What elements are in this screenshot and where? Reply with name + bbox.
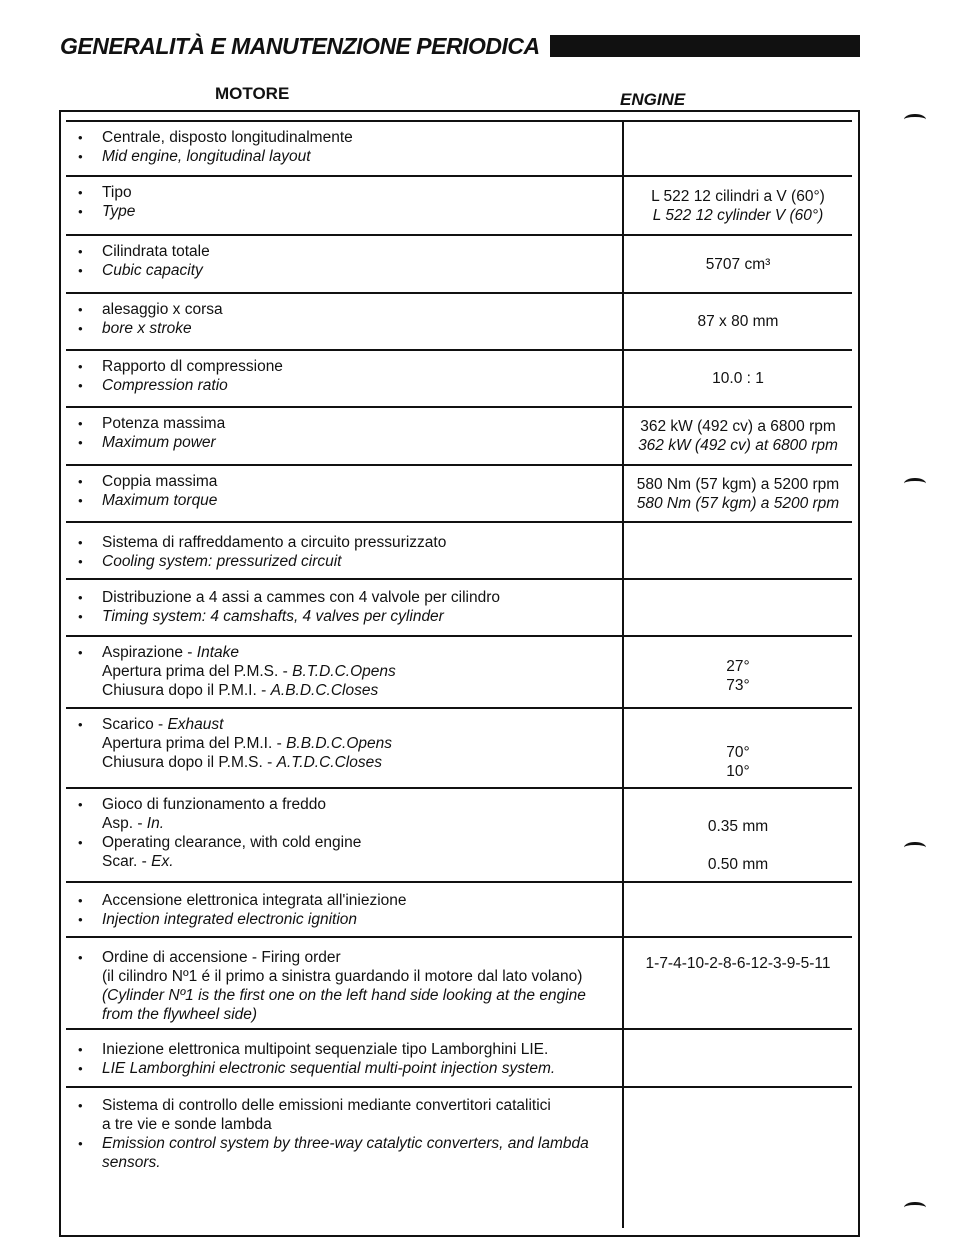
header-bar (550, 35, 860, 57)
table-row (66, 789, 852, 883)
text-it: Chiusura dopo il P.M.I. - (102, 682, 271, 699)
section-title: GENERALITÀ E MANUTENZIONE PERIODICA (60, 32, 540, 59)
text-en: Injection integrated electronic ignition (102, 911, 358, 928)
firing-order-value: 1-7-4-10-2-8-6-12-3-9-5-11 (645, 955, 831, 972)
table-row (66, 351, 852, 408)
text-en: Cooling system: pressurized circuit (102, 553, 342, 570)
text-en: In. (146, 815, 165, 832)
value-it: 362 kW (492 cv) a 6800 rpm (640, 418, 836, 435)
text-it: Iniezione elettronica multipoint sequenziale tipo Lamborghini LIE. (102, 1041, 549, 1058)
value-it: L 522 12 cilindri a V (60°) (651, 187, 825, 205)
row-description: • Tipo • Type (78, 184, 136, 220)
value-intake: 0.35 mm (707, 818, 769, 835)
margin-mark (900, 1196, 930, 1210)
row-description: • Distribuzione a 4 assi a cammes con 4 valvole per cilindro • Timing system: 4 camshafts, 4 valves per cylinder (78, 589, 501, 625)
row-description: • Cilindrata totale • Cubic capacity (78, 243, 210, 279)
text-en: Mid engine, longitudinal layout (102, 148, 311, 165)
margin-mark (900, 472, 930, 486)
text-en: sensors. (102, 1154, 161, 1171)
text-en: A.B.D.C.Closes (270, 682, 379, 699)
page-header (60, 28, 860, 64)
text-en: LIE Lamborghini electronic sequential multi-point injection system. (102, 1060, 556, 1077)
text-en: Maximum torque (102, 492, 218, 509)
row-description: • Rapporto dl compressione • Compression ratio (78, 358, 283, 394)
text-en: Maximum power (102, 434, 216, 451)
text-en: from the flywheel side) (102, 1006, 258, 1023)
table-row (66, 1088, 852, 1228)
text-en: bore x stroke (102, 320, 192, 337)
table-row (66, 408, 852, 466)
text-en: Ex. (151, 853, 174, 870)
table-row (66, 122, 852, 177)
text-it: (il cilindro Nº1 é il primo a sinistra guardando il motore dal lato volano) (102, 968, 583, 985)
row-value (622, 294, 852, 349)
text-it: Apertura prima del P.M.I. - (102, 735, 287, 752)
text-it: Potenza massima (102, 415, 226, 432)
table-row (66, 938, 852, 1030)
margin-mark (900, 836, 930, 850)
row-description: • Aspirazione - Intake Apertura prima del P.M.S. - B.T.D.C.Opens Chiusura dopo il P.M.I. - A.B.D.C.Closes (78, 644, 396, 699)
row-description: • Sistema di raffreddamento a circuito pressurizzato • Cooling system: pressurized circuit (78, 534, 447, 570)
row-value (622, 580, 852, 635)
text-en: Timing system: 4 camshafts, 4 valves per cylinder (102, 608, 444, 625)
text-en: Type (102, 203, 136, 220)
row-description: • alesaggio x corsa • bore x stroke (78, 301, 223, 337)
row-value (622, 122, 852, 175)
table-row (66, 1030, 852, 1088)
value-it: 580 Nm (57 kgm) a 5200 rpm (636, 475, 840, 493)
row-value (622, 709, 852, 787)
value-open: 70° (726, 744, 750, 761)
text-it: Coppia massima (102, 473, 218, 490)
text-it: Scarico - (102, 716, 168, 733)
column-headings (60, 84, 860, 112)
value-close: 73° (726, 677, 750, 694)
text-it: Asp. - (102, 815, 147, 832)
row-value (622, 466, 852, 521)
table-row (66, 294, 852, 351)
table-row (66, 580, 852, 637)
value: 87 x 80 mm (697, 313, 779, 330)
text-it: Cilindrata totale (102, 243, 210, 260)
text-it: Aspirazione - (102, 644, 197, 661)
row-description: • Iniezione elettronica multipoint sequenziale tipo Lamborghini LIE. • LIE Lamborghini electronic sequential multi-point injection system. (78, 1041, 556, 1077)
text-en: Intake (196, 644, 239, 661)
text-it: Apertura prima del P.M.S. - (102, 663, 293, 680)
row-value (622, 523, 852, 578)
text-it: Sistema di raffreddamento a circuito pressurizzato (102, 534, 447, 551)
row-description: • Ordine di accensione - Firing order (il cilindro Nº1 é il primo a sinistra guardando il motore dal lato volano) (Cylinder Nº1 is the first one on the left hand side looking at the engine from the flywheel side) (66, 938, 622, 1028)
row-value (622, 789, 852, 881)
text-it: Distribuzione a 4 assi a cammes con 4 valvole per cilindro (102, 589, 501, 606)
row-value (622, 351, 852, 406)
text-it: Gioco di funzionamento a freddo (102, 796, 327, 813)
table-row (66, 709, 852, 789)
text-it: Centrale, disposto longitudinalmente (102, 129, 353, 146)
text-en: B.T.D.C.Opens (292, 663, 396, 680)
row-value (622, 177, 852, 234)
row-description: • Coppia massima • Maximum torque (78, 473, 218, 509)
heading-english: ENGINE (620, 90, 686, 109)
value-open: 27° (726, 658, 750, 675)
row-value (622, 236, 852, 292)
margin-mark (900, 108, 930, 122)
heading-italian: MOTORE (215, 84, 290, 103)
value: 10.0 : 1 (712, 370, 764, 387)
value-exhaust: 0.50 mm (707, 856, 769, 873)
row-value (622, 938, 852, 1028)
text-it: Sistema di controllo delle emissioni mediante convertitori catalitici (102, 1097, 551, 1114)
text-en: Operating clearance, with cold engine (102, 834, 362, 851)
table-row (66, 236, 852, 294)
row-description: • Potenza massima • Maximum power (78, 415, 226, 451)
value-en: 580 Nm (57 kgm) a 5200 rpm (636, 494, 840, 512)
text-it: Ordine di accensione - Firing order (102, 949, 341, 966)
text-it: Scar. - (102, 853, 152, 870)
table-row (66, 466, 852, 523)
text-it: alesaggio x corsa (102, 301, 223, 318)
text-it: Rapporto dl compressione (102, 358, 283, 375)
table-row (66, 883, 852, 938)
row-value (622, 637, 852, 707)
value: 5707 cm³ (705, 255, 771, 273)
text-en: B.B.D.C.Opens (286, 735, 393, 752)
table-row (66, 177, 852, 236)
text-it: a tre vie e sonde lambda (102, 1116, 272, 1133)
row-description: • Centrale, disposto longitudinalmente • Mid engine, longitudinal layout (78, 129, 353, 165)
row-description: • Scarico - Exhaust Apertura prima del P.M.I. - B.B.D.C.Opens Chiusura dopo il P.M.S. - A.T.D.C.Closes (78, 716, 393, 771)
text-en: Compression ratio (102, 377, 228, 394)
text-it: Accensione elettronica integrata all'iniezione (102, 892, 407, 909)
row-description: • Accensione elettronica integrata all'iniezione • Injection integrated electronic ignition (78, 892, 407, 928)
row-value (622, 883, 852, 936)
value-en: 362 kW (492 cv) at 6800 rpm (638, 437, 838, 454)
text-en: Emission control system by three-way catalytic converters, and lambda (102, 1135, 589, 1152)
row-description: • Sistema di controllo delle emissioni mediante convertitori catalitici a tre vie e sonde lambda • Emission control system by three-way catalytic converters, and lambda sensors. (66, 1088, 622, 1228)
text-en: (Cylinder Nº1 is the first one on the left hand side looking at the engine (102, 987, 586, 1004)
row-value (622, 408, 852, 464)
value-close: 10° (726, 763, 750, 780)
text-it: Chiusura dopo il P.M.S. - (102, 754, 277, 771)
table-row (66, 523, 852, 580)
text-en: A.T.D.C.Closes (276, 754, 382, 771)
text-en: Cubic capacity (102, 262, 203, 279)
table-row (66, 637, 852, 709)
row-description: • Gioco di funzionamento a freddo Asp. - In. • Operating clearance, with cold engine Scar. - Ex. (78, 796, 362, 870)
text-it: Tipo (102, 184, 132, 201)
value-en: L 522 12 cylinder V (60°) (652, 206, 824, 224)
text-en: Exhaust (167, 716, 224, 733)
row-value (622, 1088, 852, 1228)
row-value (622, 1030, 852, 1086)
